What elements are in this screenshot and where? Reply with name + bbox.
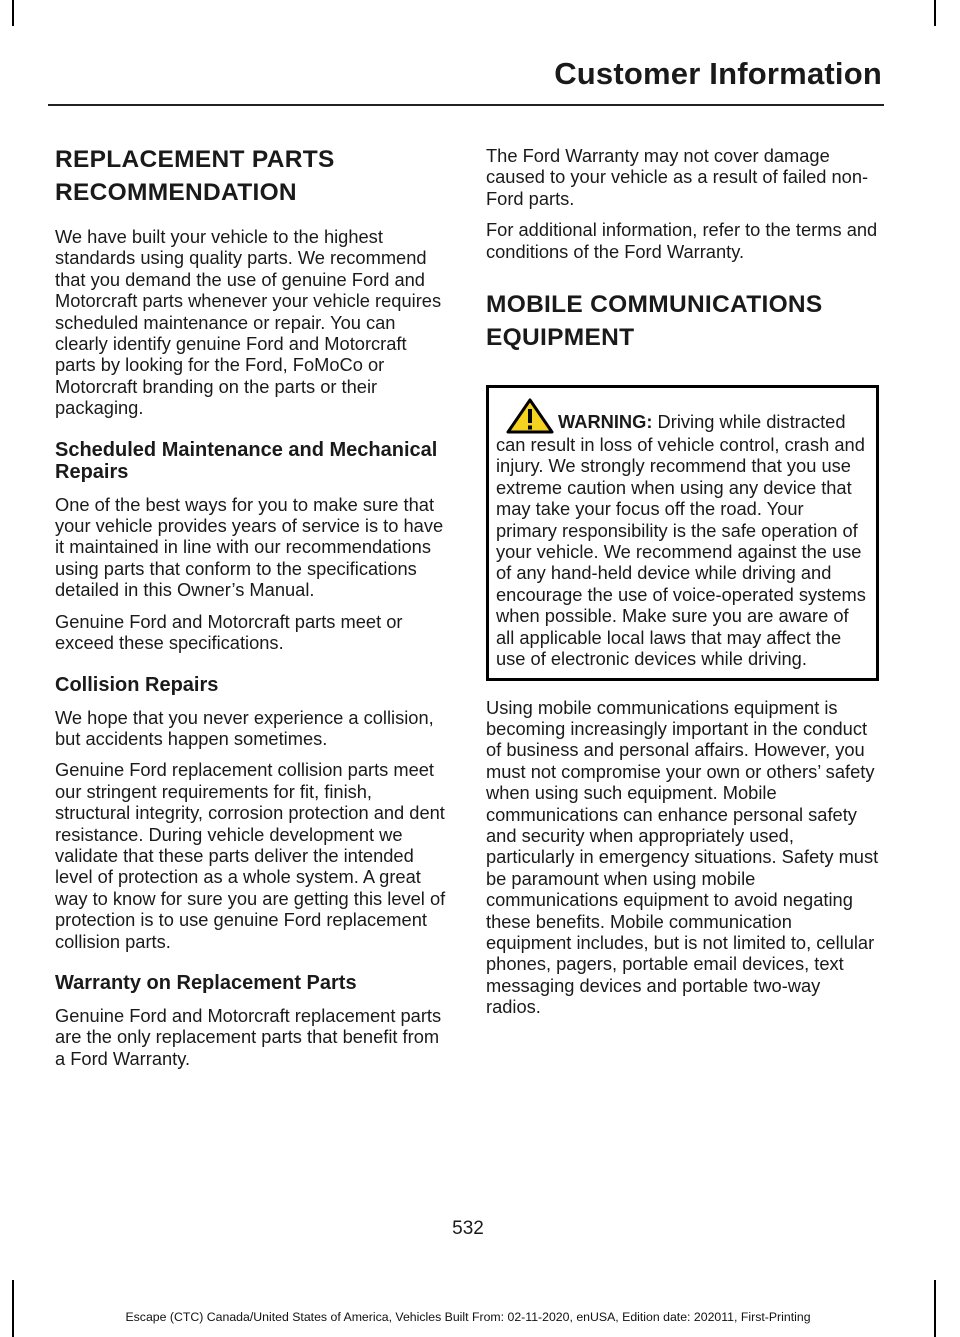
crop-mark-top-left-vertical [12, 0, 14, 26]
replacement-parts-paragraph: We have built your vehicle to the highest standards using quality parts. We recommend that you demand the use of genuine Ford and Motorcraft parts whenever your vehicle requires scheduled maintenance or repair. You can clearly identify genuine Ford and Motorcraft parts by looking for the Ford, FoMoCo or Motorcraft branding on the parts or their packaging. [55, 226, 442, 419]
crop-mark-bottom-right-vertical [934, 1280, 936, 1337]
ford-warranty-paragraph: The Ford Warranty may not cover damage caused to your vehicle as a result of failed non-Ford parts. [486, 145, 869, 209]
header-divider [48, 104, 884, 106]
page-number: 532 [452, 1218, 484, 1239]
mobile-communications-heading [486, 290, 879, 353]
warranty-replacement-parts-paragraph: Genuine Ford and Motorcraft replacement parts are the only replacement parts that benefit from a Ford Warranty. [55, 1004, 442, 1069]
replacement-parts-heading [55, 145, 448, 208]
warning-box [486, 385, 879, 680]
scheduled-maintenance-heading: Scheduled Maintenance and Mechanical Repairs [55, 438, 438, 483]
left-column [55, 145, 448, 1079]
page-footer: Escape (CTC) Canada/United States of America, Vehicles Built From: 02-11-2020, enUSA, Edition date: 202011, First-Printing [125, 1310, 811, 1324]
page-header-title: Customer Information [554, 56, 882, 91]
warning-triangle-icon [506, 398, 554, 434]
scheduled-maintenance-paragraph-1: One of the best ways for you to make sure that your vehicle provides years of service is to have it maintained in line with our recommendations using parts that conform to the specifications detailed in this Owner’s Manual. [55, 493, 444, 601]
collision-repairs-heading: Collision Repairs [55, 673, 219, 696]
heading-line-2: RECOMMENDATION [55, 179, 297, 206]
crop-mark-top-right-vertical [934, 0, 936, 26]
right-column [486, 145, 879, 1028]
warning-label: WARNING: [558, 411, 653, 433]
collision-repairs-paragraph-1: We hope that you never experience a collision, but accidents happen sometimes. [55, 706, 434, 749]
warning-text: Driving while distracted can result in loss of vehicle control, crash and injury. We strongly recommend that you use extreme caution when using any device that may take your focus off the road. Your primary responsibility is the safe operation of your vehicle. We recommend against the use of any hand-held device while driving and encourage the use of voice-operated systems when possible. Make sure you are aware of all applicable local laws that may affect the use of electronic devices while driving. [496, 411, 866, 670]
heading-line-1: REPLACEMENT PARTS [55, 146, 335, 173]
heading-line-2: EQUIPMENT [486, 324, 635, 352]
heading-line-1: MOBILE COMMUNICATIONS [486, 291, 823, 319]
warranty-replacement-parts-heading: Warranty on Replacement Parts [55, 971, 357, 994]
collision-repairs-paragraph-2: Genuine Ford replacement collision parts meet our stringent requirements for fit, finish, structural integrity, corrosion protection and dent resistance. During vehicle development we validate that these parts deliver the intended level of protection as a whole system. A great way to know for sure you are getting this level of protection is to use genuine Ford replacement collision parts. [55, 759, 446, 952]
mobile-communications-paragraph: Using mobile communications equipment is becoming increasingly important in the conduct of business and personal affairs. However, you must not compromise your own or others’ safety when using such equipment. Mobile communications can enhance personal safety and security when appropriately used, particularly in emergency situations. Safety must be paramount when using mobile communications equipment to avoid negating these benefits. Mobile communication equipment includes, but is not limited to, cellular phones, pagers, portable email devices, text messaging devices and portable two-way radios. [486, 696, 879, 1018]
crop-mark-bottom-left-vertical [12, 1280, 14, 1337]
scheduled-maintenance-paragraph-2: Genuine Ford and Motorcraft parts meet or exceed these specifications. [55, 610, 403, 654]
additional-information-paragraph: For additional information, refer to the terms and conditions of the Ford Warranty. [486, 219, 878, 262]
